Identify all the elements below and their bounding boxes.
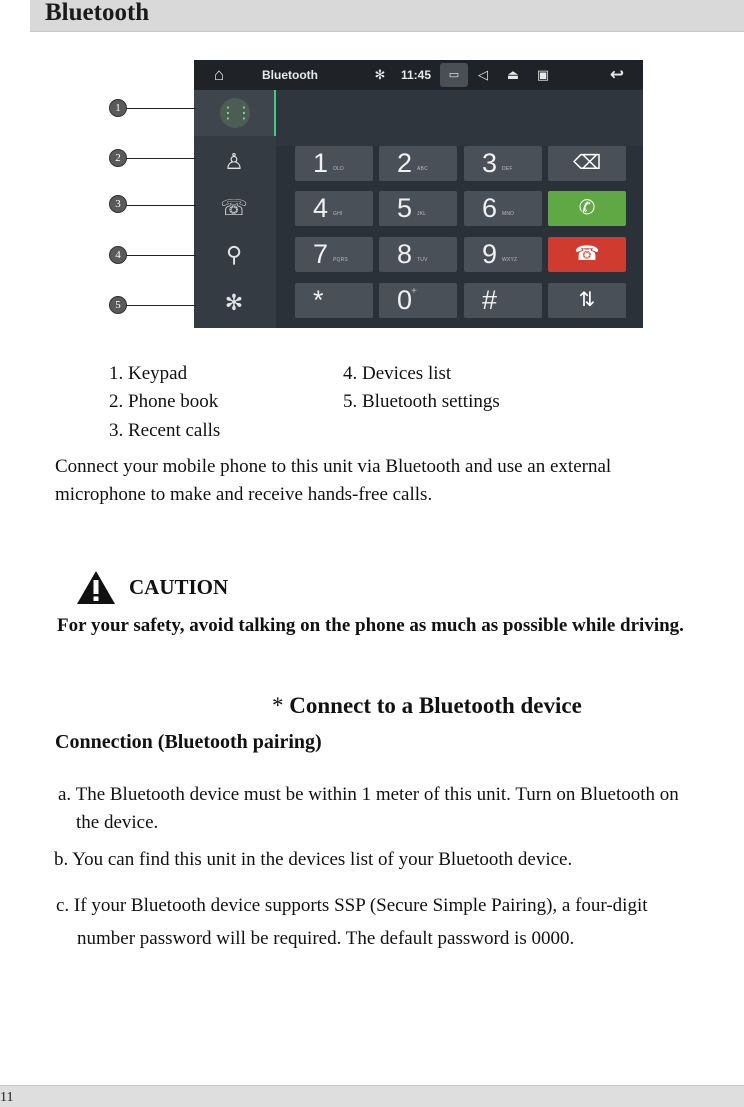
hangup-icon: ☎ <box>574 243 600 265</box>
legend-item-keypad: 1. Keypad <box>109 363 188 384</box>
star-mark: * <box>272 693 284 718</box>
camera-icon[interactable]: ▭ <box>440 63 468 87</box>
key-4[interactable]: 4 GHI <box>295 191 373 226</box>
caution-text: For your safety, avoid talking on the phone as much as possible while driving. <box>57 615 684 636</box>
callout-line-4 <box>126 255 196 256</box>
section-title-text: Connect to a Bluetooth device <box>289 693 582 718</box>
keypad-icon: ⋮⋮ <box>220 98 250 128</box>
bluetooth-icon: ✻ <box>374 67 386 82</box>
step-a-line-2: the device. <box>76 812 159 833</box>
key-5[interactable]: 5 JKL <box>379 191 457 226</box>
contact-icon: ♙ <box>224 150 244 175</box>
page-title: Bluetooth <box>45 0 150 26</box>
callout-badge-5: 5 <box>109 296 127 314</box>
backspace-icon: ⌫ <box>572 152 602 174</box>
sidebar-item-phone-book[interactable] <box>194 140 276 186</box>
step-c-line-2: number password will be required. The default password is 0000. <box>77 928 575 949</box>
hangup-button[interactable] <box>548 237 626 272</box>
backspace-button[interactable] <box>548 146 626 181</box>
key-6[interactable]: 6 MNO <box>464 191 542 226</box>
search-icon: ⚲ <box>225 243 243 268</box>
step-c-line-1: c. If your Bluetooth device supports SSP (Secure Simple Pairing), a four-digit <box>56 895 648 916</box>
intro-line-1: Connect your mobile phone to this unit via Bluetooth and use an external <box>55 456 612 477</box>
call-button[interactable] <box>548 191 626 226</box>
warning-icon <box>76 570 116 605</box>
legend-item-recent-calls: 3. Recent calls <box>109 420 221 441</box>
legend-item-bluetooth-settings: 5. Bluetooth settings <box>343 391 500 412</box>
key-1[interactable]: 1 OLD <box>295 146 373 181</box>
back-icon[interactable]: ↩ <box>609 65 625 84</box>
sidebar-item-recent-calls[interactable] <box>194 186 276 232</box>
callout-line-5 <box>126 305 196 306</box>
caution-title: CAUTION <box>129 575 229 599</box>
head-unit-screenshot <box>194 60 643 328</box>
callout-badge-2: 2 <box>109 149 127 167</box>
clock: 11:45 <box>400 68 432 82</box>
section-header-bar <box>30 0 744 32</box>
page-number: 11 <box>0 1090 14 1105</box>
legend-item-devices-list: 4. Devices list <box>343 363 452 384</box>
callout-line-1 <box>126 108 196 109</box>
callout-line-2 <box>126 158 196 159</box>
section-title <box>272 692 582 720</box>
key-8[interactable]: 8 TUV <box>379 237 457 272</box>
key-2[interactable]: 2 ABC <box>379 146 457 181</box>
key-0[interactable]: 0 + <box>379 283 457 318</box>
sidebar-item-devices[interactable] <box>194 233 276 279</box>
callout-badge-1: 1 <box>109 99 127 117</box>
callout-badge-4: 4 <box>109 246 127 264</box>
key-star[interactable]: * <box>295 283 373 318</box>
legend-item-phone-book: 2. Phone book <box>109 391 219 412</box>
status-title: Bluetooth <box>262 68 318 82</box>
status-bar <box>194 60 643 90</box>
transfer-button[interactable] <box>548 283 626 318</box>
key-9[interactable]: 9 WXYZ <box>464 237 542 272</box>
step-a-line-1: a. The Bluetooth device must be within 1 meter of this unit. Turn on Bluetooth on <box>58 784 679 805</box>
footer-bar <box>0 1085 744 1107</box>
phone-icon: ✆ <box>578 197 596 219</box>
intro-line-2: microphone to make and receive hands-free calls. <box>55 484 433 505</box>
callout-badge-3: 3 <box>109 195 127 213</box>
window-icon[interactable]: ▣ <box>536 67 550 82</box>
home-icon[interactable]: ⌂ <box>213 65 225 84</box>
key-7[interactable]: 7 PQRS <box>295 237 373 272</box>
key-hash[interactable]: # <box>464 283 542 318</box>
step-b: b. You can find this unit in the devices list of your Bluetooth device. <box>54 849 573 870</box>
bluetooth-sidebar <box>194 90 276 328</box>
sidebar-item-keypad[interactable] <box>194 90 276 136</box>
callout-line-3 <box>126 205 196 206</box>
key-3[interactable]: 3 DEF <box>464 146 542 181</box>
sidebar-item-bluetooth-settings[interactable] <box>194 281 276 327</box>
recent-calls-icon: ☏ <box>220 196 248 221</box>
eject-icon[interactable]: ⏏ <box>506 67 520 82</box>
subheading: Connection (Bluetooth pairing) <box>55 731 322 753</box>
volume-icon[interactable]: ◁ <box>478 67 488 82</box>
transfer-icon: ⇅ <box>578 289 596 311</box>
number-display[interactable] <box>276 90 643 146</box>
bluetooth-settings-icon: ✻ <box>224 291 244 316</box>
